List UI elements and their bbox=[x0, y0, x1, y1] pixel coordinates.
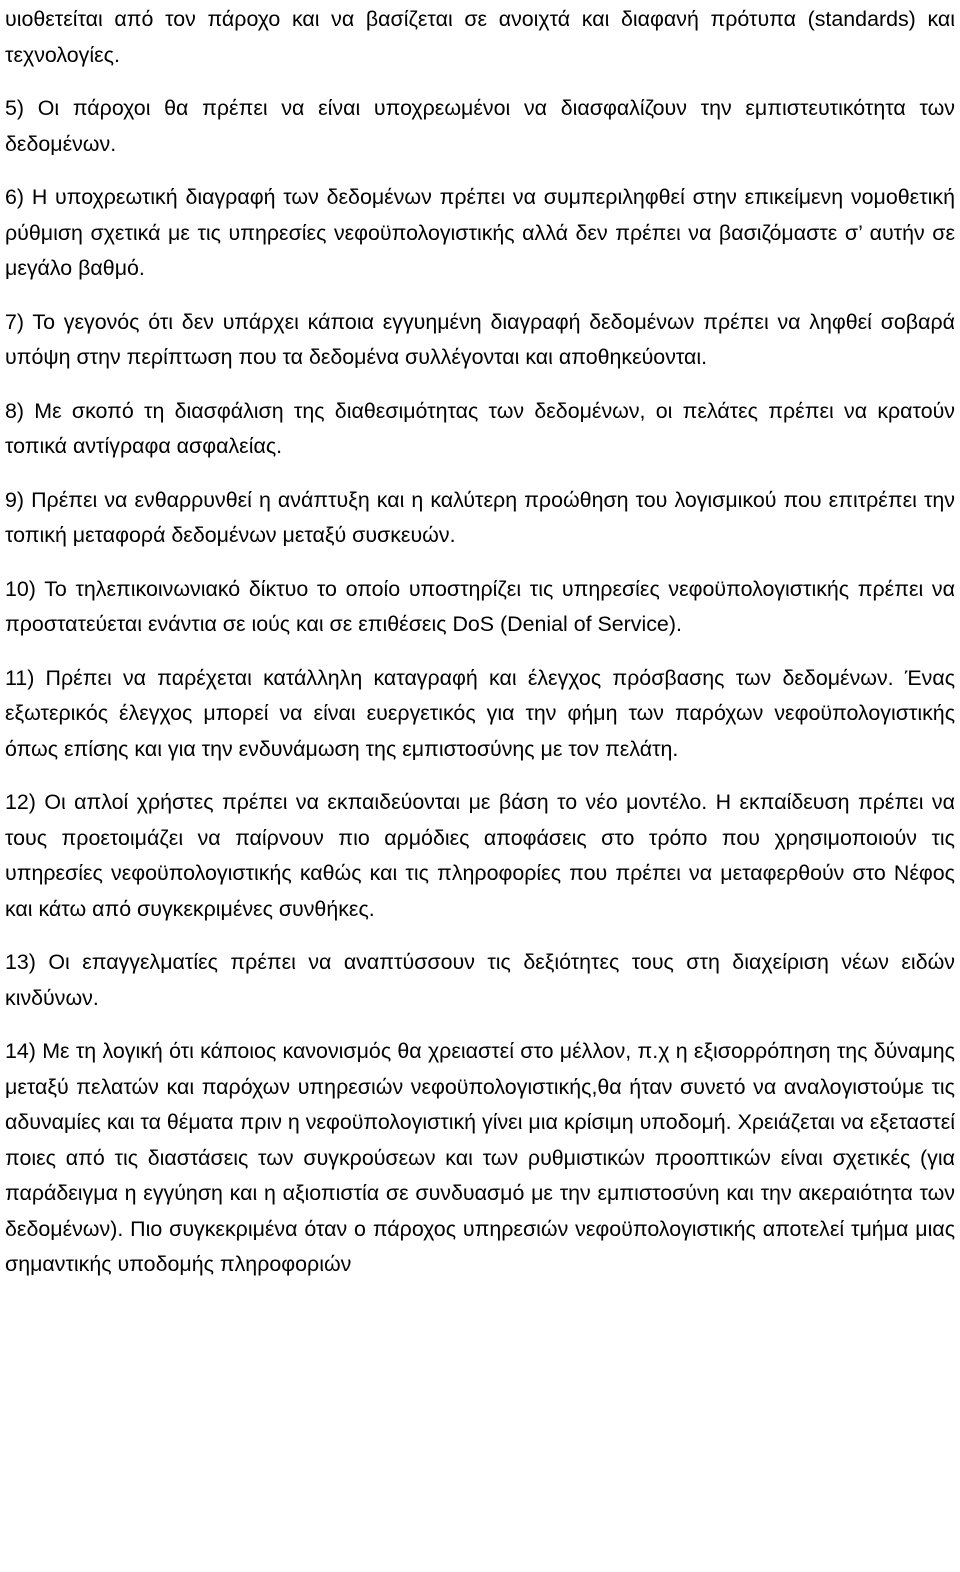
list-item-14: 14) Με τη λογική ότι κάποιος κανονισμός θα χρειαστεί στο μέλλον, π.χ η εξισορρόπηση της δύναμης μεταξύ πελατών και παρόχων υπηρεσιών νεφοϋπολογιστικής,θα ήταν συνετό να αναλογιστούμε τις αδυναμίες και τα θέματα πριν η νεφοϋπολογιστική γίνει μια κρίσιμη υποδομή. Χρειάζεται να εξεταστεί ποιες από τις διαστάσεις των συγκρούσεων και των ρυθμιστικών προοπτικών είναι σχετικές (για παράδειγμα η εγγύηση και η αξιοπιστία σε συνδυασμό με την εμπιστοσύνη και την ακεραιότητα των δεδομένων). Πιο συγκεκριμένα όταν ο πάροχος υπηρεσιών νεφοϋπολογιστικής αποτελεί τμήμα μιας σημαντικής υποδομής πληροφοριών bbox=[5, 1039, 955, 1276]
list-item-12: 12) Οι απλοί χρήστες πρέπει να εκπαιδεύονται με βάση το νέο μοντέλο. Η εκπαίδευση πρέπει να τους προετοιμάζει να παίρνουν πιο αρμόδιες αποφάσεις στο τρόπο που χρησιμοποιούν τις υπηρεσίες νεφοϋπολογιστικής καθώς και τις πληροφορίες που πρέπει να μεταφερθούν στο Νέφος και κάτω από συγκεκριμένες συνθήκες. bbox=[5, 790, 955, 921]
list-item-13: 13) Οι επαγγελματίες πρέπει να αναπτύσσουν τις δεξιότητες τους στη διαχείριση νέων ειδών κινδύνων. bbox=[5, 950, 955, 1010]
list-item-11: 11) Πρέπει να παρέχεται κατάλληλη καταγραφή και έλεγχος πρόσβασης των δεδομένων. Ένας εξωτερικός έλεγχος μπορεί να είναι ευεργετικός για την φήμη των παρόχων νεφοϋπολογιστικής όπως επίσης και για την ενδυνάμωση της εμπιστοσύνης με τον πελάτη. bbox=[5, 665, 955, 761]
list-item-9: 9) Πρέπει να ενθαρρυνθεί η ανάπτυξη και η καλύτερη προώθηση του λογισμικού που επιτρέπει την τοπική μεταφορά δεδομένων μεταξύ συσκευών. bbox=[5, 487, 955, 547]
list-item-8: 8) Με σκοπό τη διασφάλιση της διαθεσιμότητας των δεδομένων, οι πελάτες πρέπει να κρατούν τοπικά αντίγραφα ασφαλείας. bbox=[5, 398, 955, 458]
list-item-7: 7) Το γεγονός ότι δεν υπάρχει κάποια εγγυημένη διαγραφή δεδομένων πρέπει να ληφθεί σοβαρά υπόψη στην περίπτωση που τα δεδομένα συλλέγονται και αποθηκεύονται. bbox=[5, 309, 955, 369]
list-item-10: 10) Το τηλεπικοινωνιακό δίκτυο το οποίο υποστηρίζει τις υπηρεσίες νεφοϋπολογιστικής πρέπει να προστατεύεται ενάντια σε ιούς και σε επιθέσεις DoS (Denial of Service). bbox=[5, 576, 955, 636]
paragraph-continuation: υιοθετείται από τον πάροχο και να βασίζεται σε ανοιχτά και διαφανή πρότυπα (standards) και τεχνολογίες. bbox=[5, 7, 955, 67]
list-item-6: 6) Η υποχρεωτική διαγραφή των δεδομένων πρέπει να συμπεριληφθεί στην επικείμενη νομοθετική ρύθμιση σχετικά με τις υπηρεσίες νεφοϋπολογιστικής αλλά δεν πρέπει να βασιζόμαστε σ’ αυτήν σε μεγάλο βαθμό. bbox=[5, 185, 955, 280]
list-item-5: 5) Οι πάροχοι θα πρέπει να είναι υποχρεωμένοι να διασφαλίζουν την εμπιστευτικότητα των δεδομένων. bbox=[5, 96, 955, 156]
document-page bbox=[5, 2, 955, 1301]
